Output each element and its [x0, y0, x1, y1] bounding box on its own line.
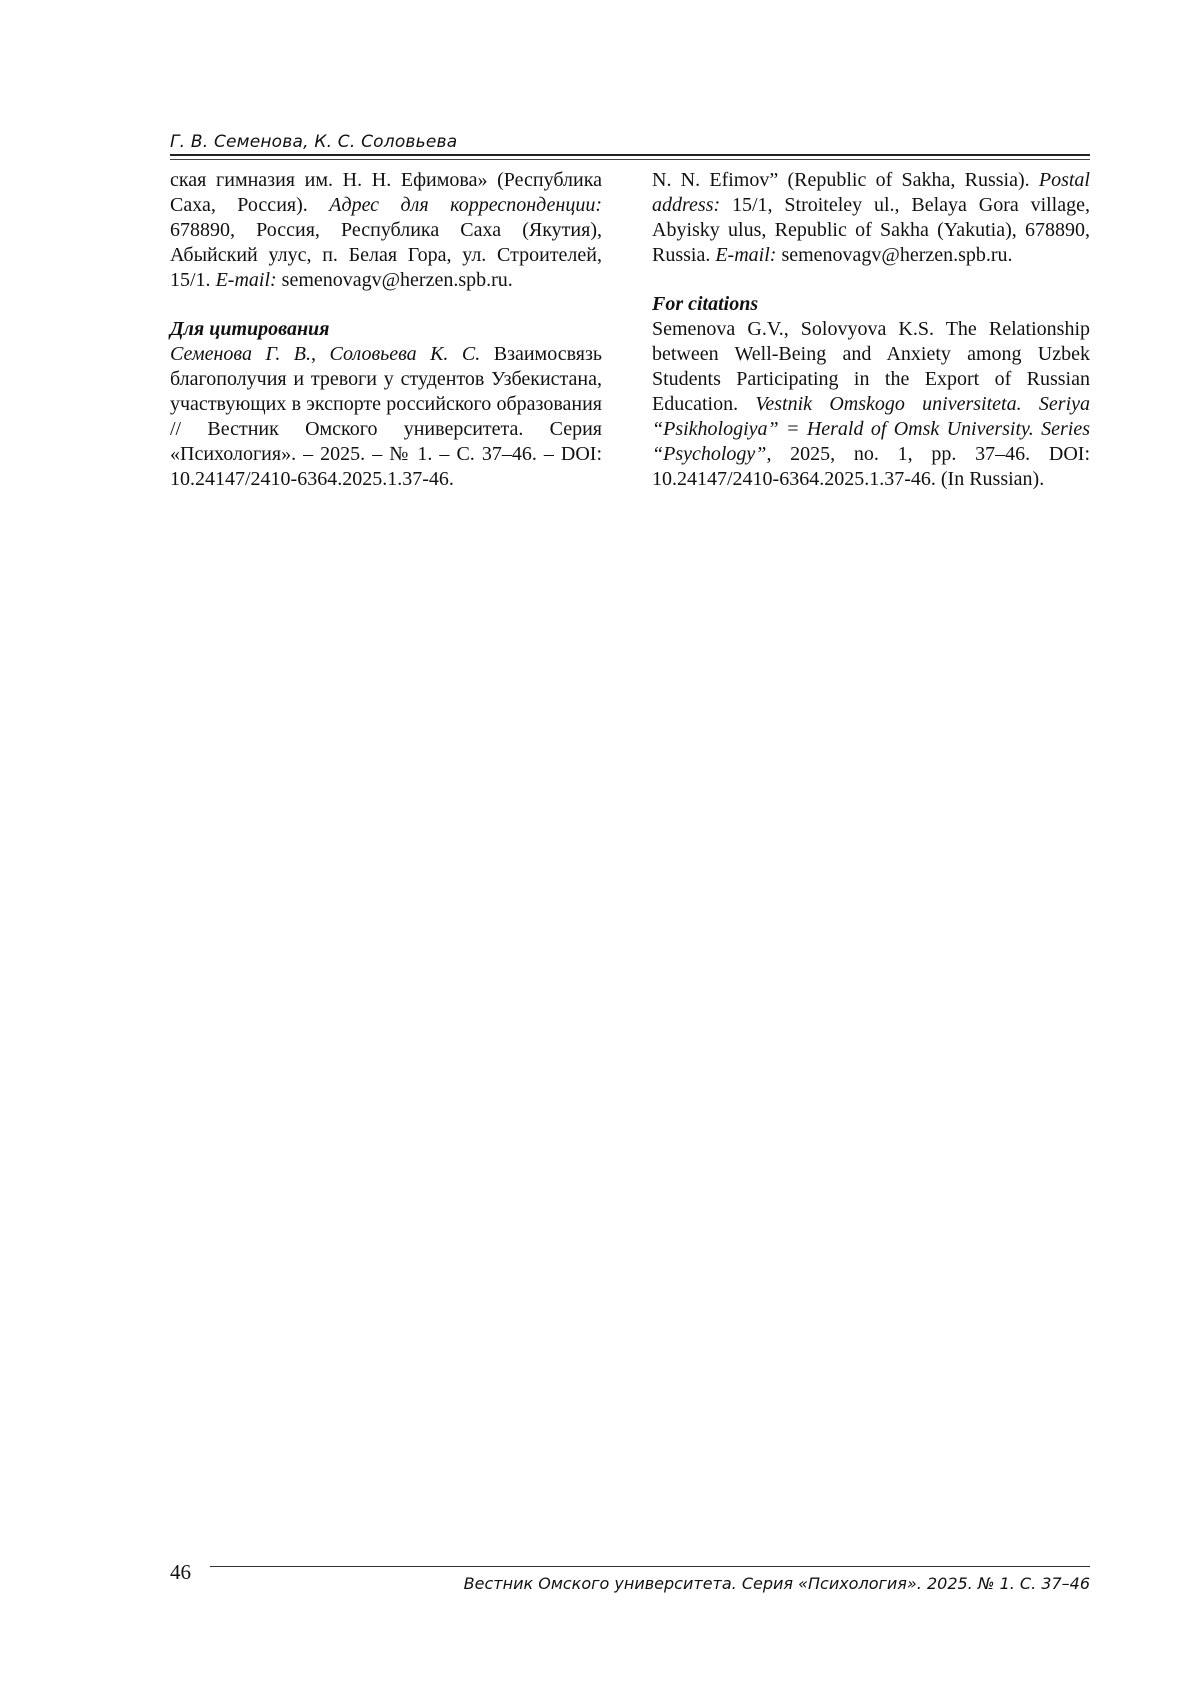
header-rule — [170, 154, 1090, 156]
affiliation-text: N. N. Efimov” (Republic of Sakha, Russia). — [652, 169, 1039, 191]
citation-text: Взаимосвязь благополучия и тревоги у студентов Узбекистана, участвующих в экспорте российского образования // Вестник Омского университета. Серия «Психология». – 2025. – № 1. – С. 37–46. – DOI: 10.24147/2410-6364.2025.1.37-46. — [170, 343, 602, 490]
citation-heading-ru: Для цитирования — [170, 318, 330, 340]
spacer — [170, 293, 602, 317]
citation-text-end: , 2025, no. 1, pp. 37–46. DOI: 10.24147/2410-6364.2025.1.37-46. (In Russian). — [652, 443, 1090, 490]
citation-heading-en: For citations — [652, 293, 759, 315]
citation-en — [652, 317, 1090, 492]
citation-text-start: Semenova G.V., Solovyova K.S. The Relationship between Well-Being and Anxiety among Uzbek Students Participating in the Export of Russian Education. — [652, 318, 1090, 415]
email-link[interactable]: semenovagv@herzen.spb.ru. — [776, 244, 1013, 266]
citation-journal: Vestnik Omskogo universiteta. Seriya “Psikhologiya” = Herald of Omsk University. Series “Psychology” — [652, 393, 1090, 465]
footer-rule — [210, 1566, 1090, 1567]
affiliation-text: ская гимназия им. Н. Н. Ефимова» (Республика Саха, Россия). — [170, 169, 602, 216]
running-head: Г. В. Семенова, К. С. Соловьева — [170, 132, 458, 152]
spacer — [652, 268, 1090, 292]
address-text: 678890, Россия, Республика Саха (Якутия), Абыйский улус, п. Белая Гора, ул. Строителей, 15/1. — [170, 219, 602, 291]
email-label: E-mail: — [215, 269, 277, 291]
citation-ru — [170, 342, 602, 492]
affiliation-ru — [170, 168, 602, 293]
right-column — [652, 168, 1090, 492]
email-label: E-mail: — [715, 244, 777, 266]
header-rule-thin — [170, 159, 1090, 160]
address-text: 15/1, Stroiteley ul., Belaya Gora village, Abyisky ulus, Republic of Sakha (Yakutia), 678890, Russia. — [652, 194, 1090, 266]
citation-authors: Семенова Г. В., Соловьева К. С. — [170, 343, 481, 365]
affiliation-en — [652, 168, 1090, 268]
email-link[interactable]: semenovagv@herzen.spb.ru. — [276, 269, 513, 291]
address-label: Postal address: — [652, 169, 1090, 216]
left-column — [170, 168, 602, 492]
journal-footer: Вестник Омского университета. Серия «Психология». 2025. № 1. С. 37–46 — [463, 1574, 1090, 1593]
address-label: Адрес для корреспонденции: — [329, 194, 602, 216]
page-number: 46 — [170, 1560, 191, 1584]
